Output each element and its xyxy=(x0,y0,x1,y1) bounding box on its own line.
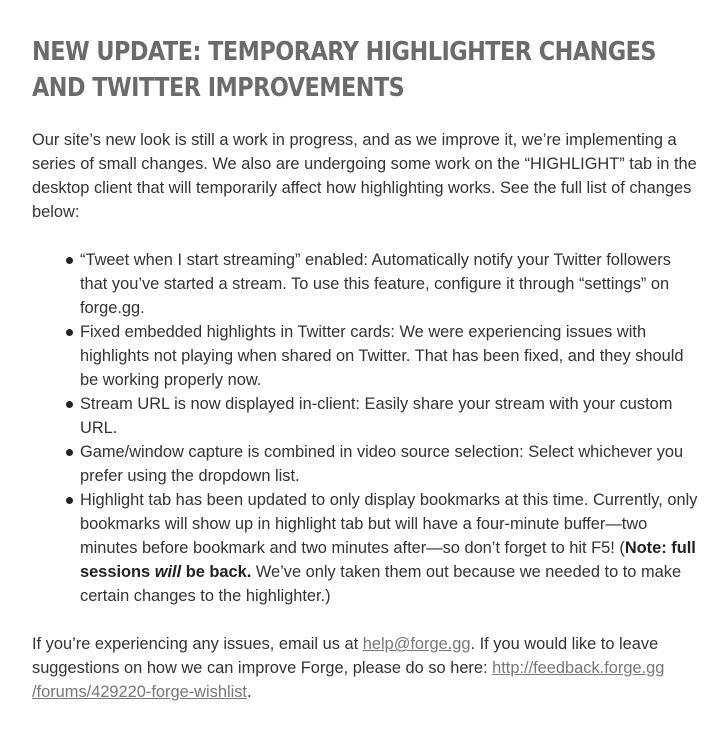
change-text: Game/window capture is combined in video source selection: Select whichever you prefer using the dropdown list. xyxy=(80,443,684,485)
outro-text-c: . xyxy=(247,683,252,701)
change-text: Fixed embedded highlights in Twitter cards: We were experiencing issues with highlights not playing when shared on Twitter. That has been fixed, and they should be working properly now. xyxy=(80,323,684,389)
article-title: NEW UPDATE: TEMPORARY HIGHLIGHTER CHANGES AND TWITTER IMPROVEMENTS xyxy=(32,37,657,103)
feedback-link-line2: /forums/429220-forge-wishlist xyxy=(32,683,247,701)
note-rest: We’ve only taken them out because we needed to to make certain changes to the highlighter.) xyxy=(80,563,682,605)
change-text: Highlight tab has been updated to only display bookmarks at this time. Currently, only bookmarks will show up in highlight tab but will have a four-minute buffer—two minutes before bookmark and two minutes after—so don’t forget to hit F5! xyxy=(80,491,698,557)
outro-text-a: If you’re experiencing any issues, email us at xyxy=(32,635,363,653)
list-item xyxy=(80,320,700,392)
feedback-link-line1: http://feedback.forge.gg xyxy=(492,659,665,677)
note-bold-b: be back. xyxy=(181,563,252,581)
list-item xyxy=(80,248,700,320)
list-item xyxy=(80,440,700,488)
intro-paragraph: Our site’s new look is still a work in progress, and as we improve it, we’re implementing a series of small changes. We also are undergoing some work on the “HIGHLIGHT” tab in the desktop client that will temporarily affect how highlighting works. See the full list of changes below: xyxy=(32,131,697,221)
change-text: Stream URL is now displayed in-client: Easily share your stream with your custom URL. xyxy=(80,395,673,437)
article xyxy=(32,34,702,704)
outro-text-b: . If you would like to leave suggestions on how we can improve Forge, please do so here: xyxy=(32,635,659,677)
list-item xyxy=(80,392,700,440)
list-item xyxy=(80,488,700,608)
note-bold-a: Note: full sessions xyxy=(80,539,696,581)
change-text: “Tweet when I start streaming” enabled: Automatically notify your Twitter followers that you’ve started a stream. To use this feature, configure it through “settings” on forge.gg. xyxy=(80,251,671,317)
outro-paragraph xyxy=(32,632,700,704)
email-link[interactable]: help@forge.gg xyxy=(362,635,471,653)
changes-list xyxy=(32,248,702,608)
note-open: ( xyxy=(619,539,625,557)
note-emphasis: will xyxy=(154,563,182,581)
